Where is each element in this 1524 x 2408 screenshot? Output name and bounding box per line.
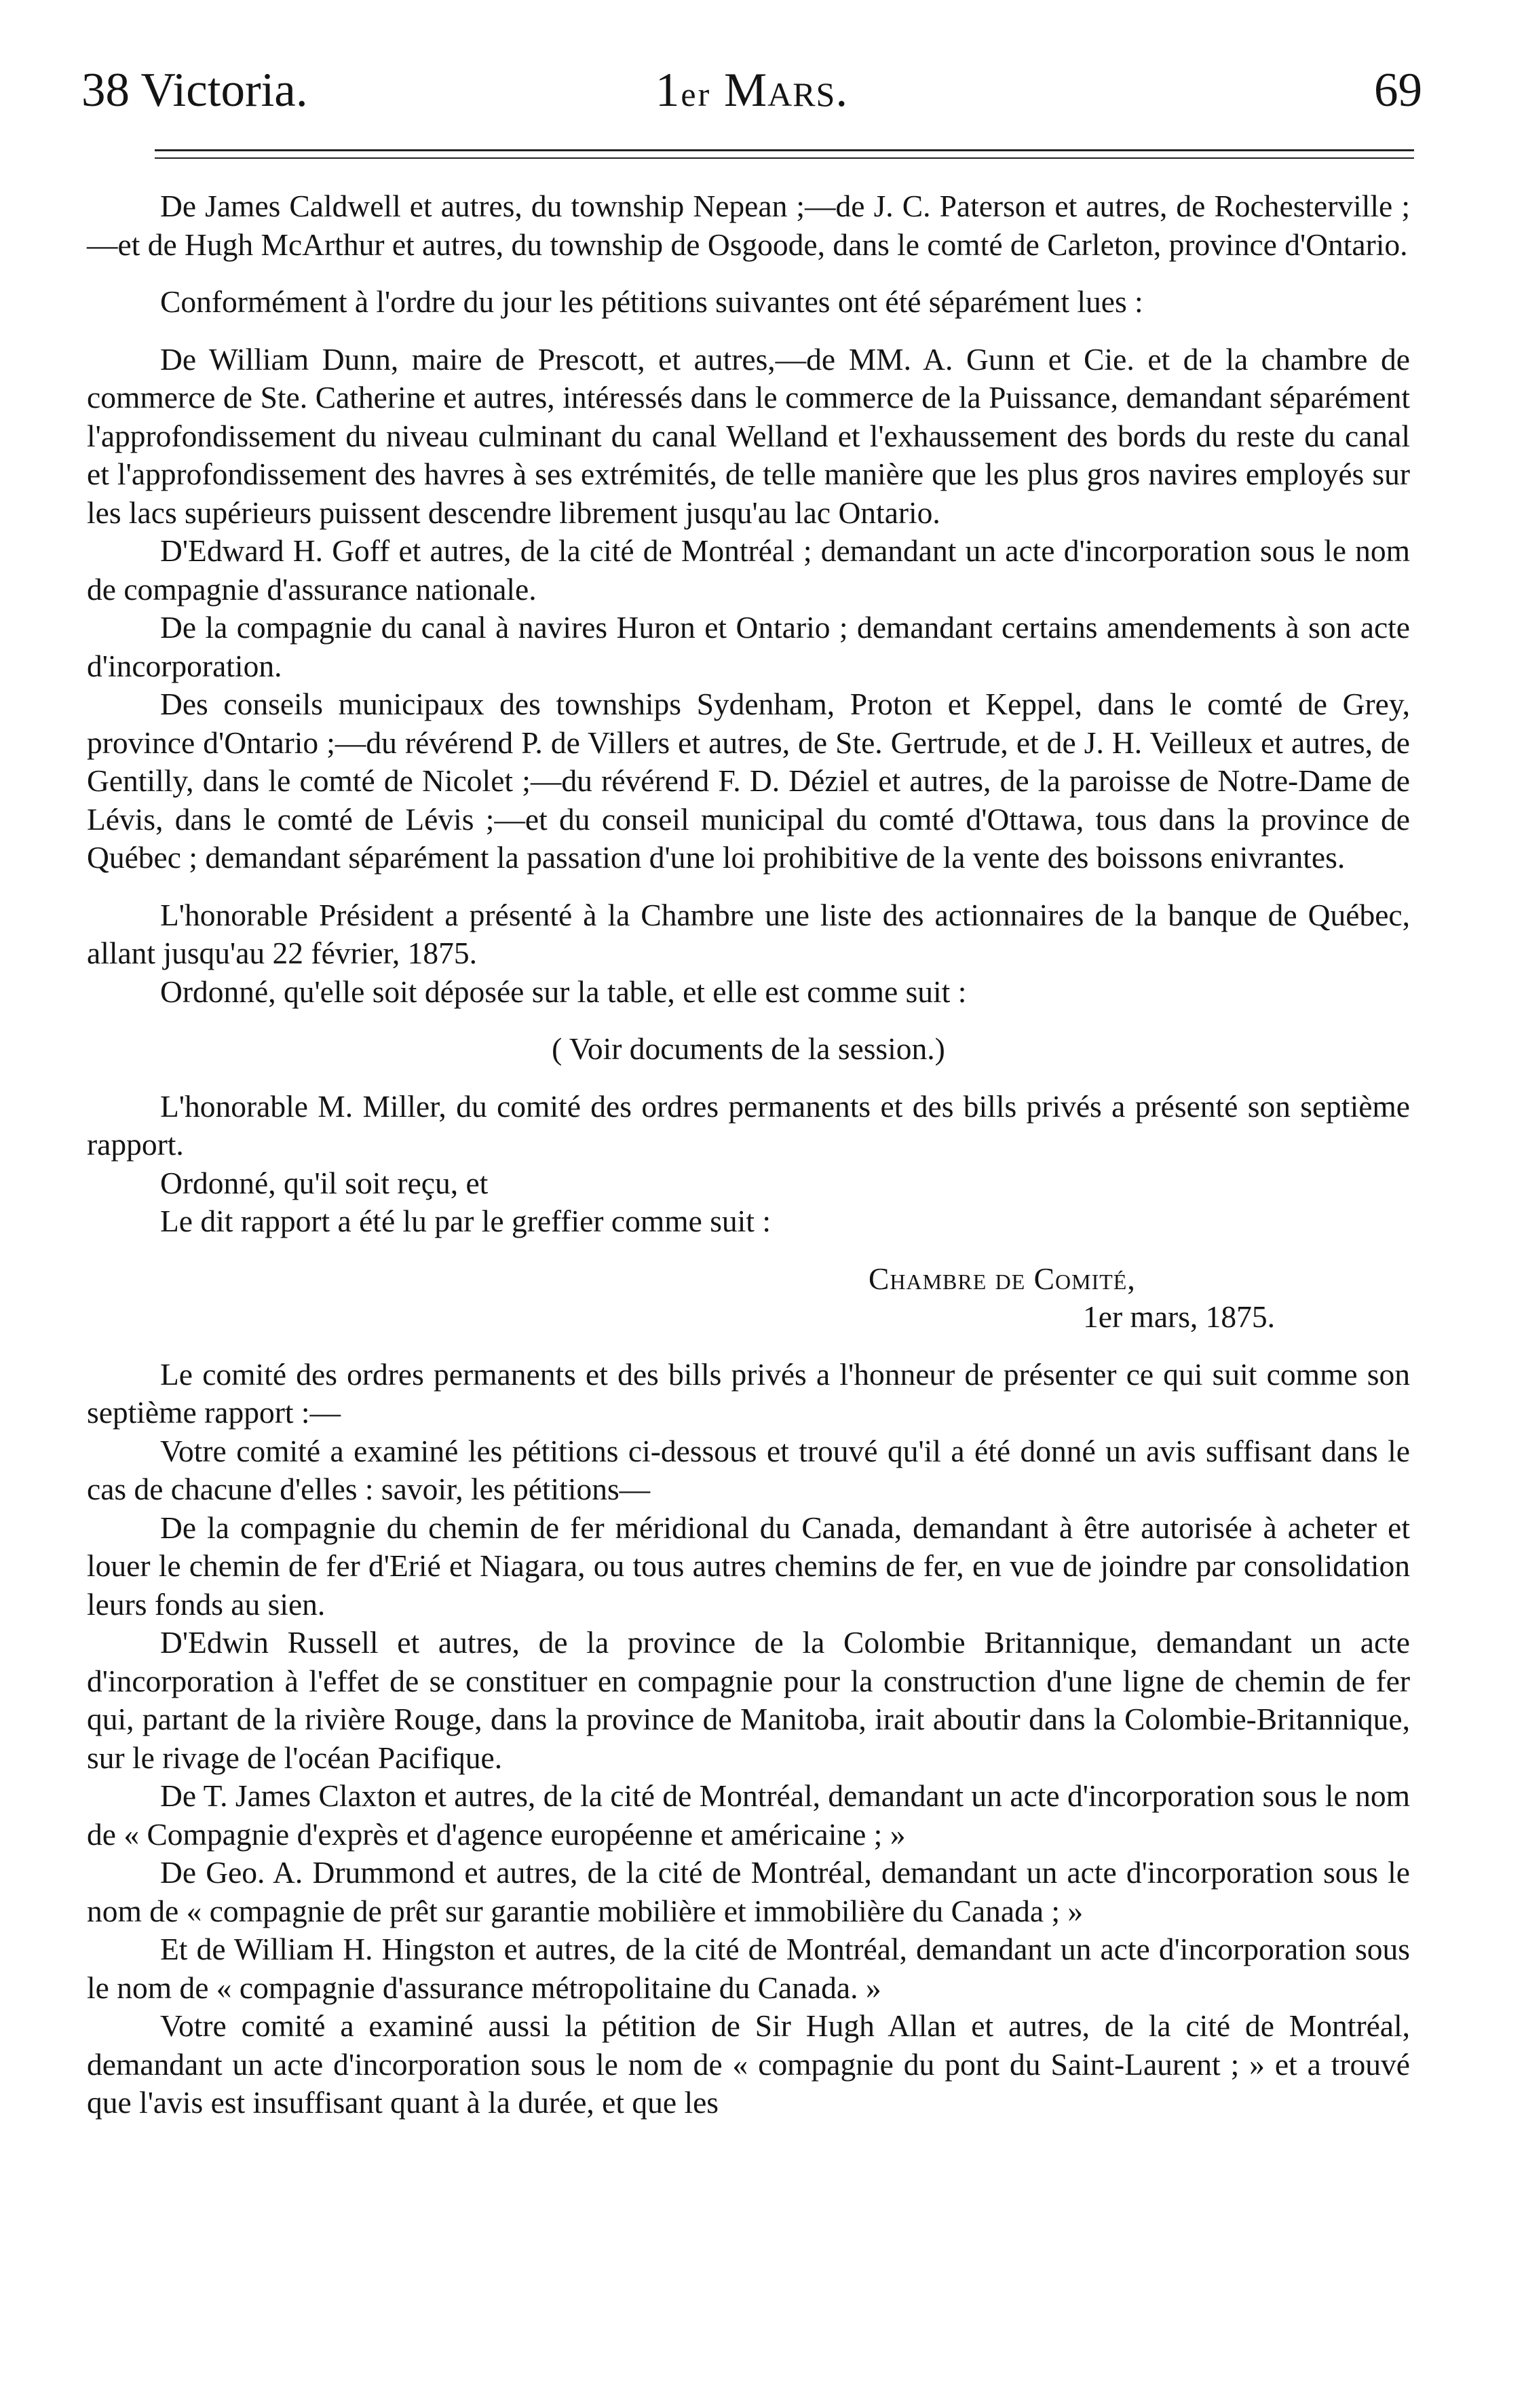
petition-paragraph: D'Edward H. Goff et autres, de la cité de Montréal ; demandant un acte d'incorporation sous le nom de compagnie d'assurance nationale. [87,533,1410,607]
header-session: 38 Victoria. [81,64,308,117]
petition-paragraph: De James Caldwell et autres, du township Nepean ;—de J. C. Paterson et autres, de Rochesterville ;—et de Hugh McArthur et autres, du township de Osgoode, dans le comté de Carleton, province d'Ontario. [87,189,1410,262]
speaker-paragraph: L'honorable Président a présenté à la Chambre une liste des actionnaires de la banque de Québec, allant jusqu'au 22 février, 1875. [87,897,1410,970]
petition-paragraph: De Geo. A. Drummond et autres, de la cité de Montréal, demandant un acte d'incorporation sous le nom de « compagnie de prêt sur garantie mobilière et immobilière du Canada ; » [87,1855,1410,1928]
page-body [87,187,1410,2122]
report-paragraph: Votre comité a examiné aussi la pétition de Sir Hugh Allan et autres, de la cité de Montréal, demandant un acte d'incorporation sous le nom de « compagnie du pont du Saint-Laurent ; » et a trouvé que l'avis est insuffisant quant à la durée, et que les [87,2008,1410,2120]
report-intro: Le comité des ordres permanents et des bills privés a l'honneur de présenter ce qui suit comme son septième rapport :— [87,1356,1410,1430]
order-paragraph: Ordonné, qu'il soit reçu, et [160,1165,489,1200]
running-header [81,60,1422,121]
petition-paragraph: De T. James Claxton et autres, de la cité de Montréal, demandant un acte d'incorporation sous le nom de « Compagnie d'exprès et d'agence européenne et américaine ; » [87,1778,1410,1852]
petition-paragraph: Et de William H. Hingston et autres, de la cité de Montréal, demandant un acte d'incorporation sous le nom de « compagnie d'assurance métropolitaine du Canada. » [87,1932,1410,2005]
session-documents-note: ( Voir documents de la session.) [552,1031,945,1066]
header-rule-bottom [155,157,1414,159]
header-date: 1er Mars. [655,64,849,117]
report-date: 1er mars, 1875. [1083,1299,1276,1334]
header-rule-top [155,149,1414,151]
page-number: 69 [1374,64,1422,117]
report-paragraph: L'honorable M. Miller, du comité des ordres permanents et des bills privés a présenté son septième rapport. [87,1088,1410,1162]
petition-paragraph: De la compagnie du canal à navires Huron et Ontario ; demandant certains amendements à son acte d'incorporation. [87,610,1410,683]
order-of-day-paragraph: Conformément à l'ordre du jour les pétitions suivantes ont été séparément lues : [160,284,1143,319]
order-paragraph: Ordonné, qu'elle soit déposée sur la table, et elle est comme suit : [160,974,967,1009]
petition-paragraph: Des conseils municipaux des townships Sydenham, Proton et Keppel, dans le comté de Grey, province d'Ontario ;—du révérend P. de Villers et autres, de Ste. Gertrude, et de J. H. Veilleux et autres, de Gentilly, dans le comté de Nicolet ;—du révérend F. D. Déziel et autres, de la paroisse de Notre-Dame de Lévis, dans le comté de Lévis ;—et du conseil municipal du comté d'Ottawa, tous dans la province de Québec ; demandant séparément la passation d'une loi prohibitive de la vente des boissons enivrantes. [87,687,1410,875]
report-paragraph: Votre comité a examiné les pétitions ci-dessous et trouvé qu'il a été donné un avis suffisant dans le cas de chacune d'elles : savoir, les pétitions— [87,1433,1410,1506]
report-place: Chambre de Comité, [869,1261,1136,1296]
petition-paragraph: D'Edwin Russell et autres, de la province de la Colombie Britannique, demandant un acte d'incorporation à l'effet de se constituer en compagnie pour la construction d'une ligne de chemin de fer qui, partant de la rivière Rouge, dans la province de Manitoba, irait aboutir dans la Colombie-Britannique, sur le rivage de l'océan Pacifique. [87,1625,1410,1775]
report-read-paragraph: Le dit rapport a été lu par le greffier comme suit : [160,1204,771,1238]
petition-paragraph: De la compagnie du chemin de fer méridional du Canada, demandant à être autorisée à acheter et louer le chemin de fer d'Erié et Niagara, ou tous autres chemins de fer, en vue de joindre par consolidation leurs fonds au sien. [87,1510,1410,1622]
petition-paragraph: De William Dunn, maire de Prescott, et autres,—de MM. A. Gunn et Cie. et de la chambre de commerce de Ste. Catherine et autres, intéressés dans le commerce de la Puissance, demandant séparément l'approfondissement du niveau culminant du canal Welland et l'exhaussement des bords du reste du canal et l'approfondissement des havres à ses extrémités, de telle manière que les plus gros navires employés sur les lacs supérieurs puissent descendre librement jusqu'au lac Ontario. [87,341,1410,530]
